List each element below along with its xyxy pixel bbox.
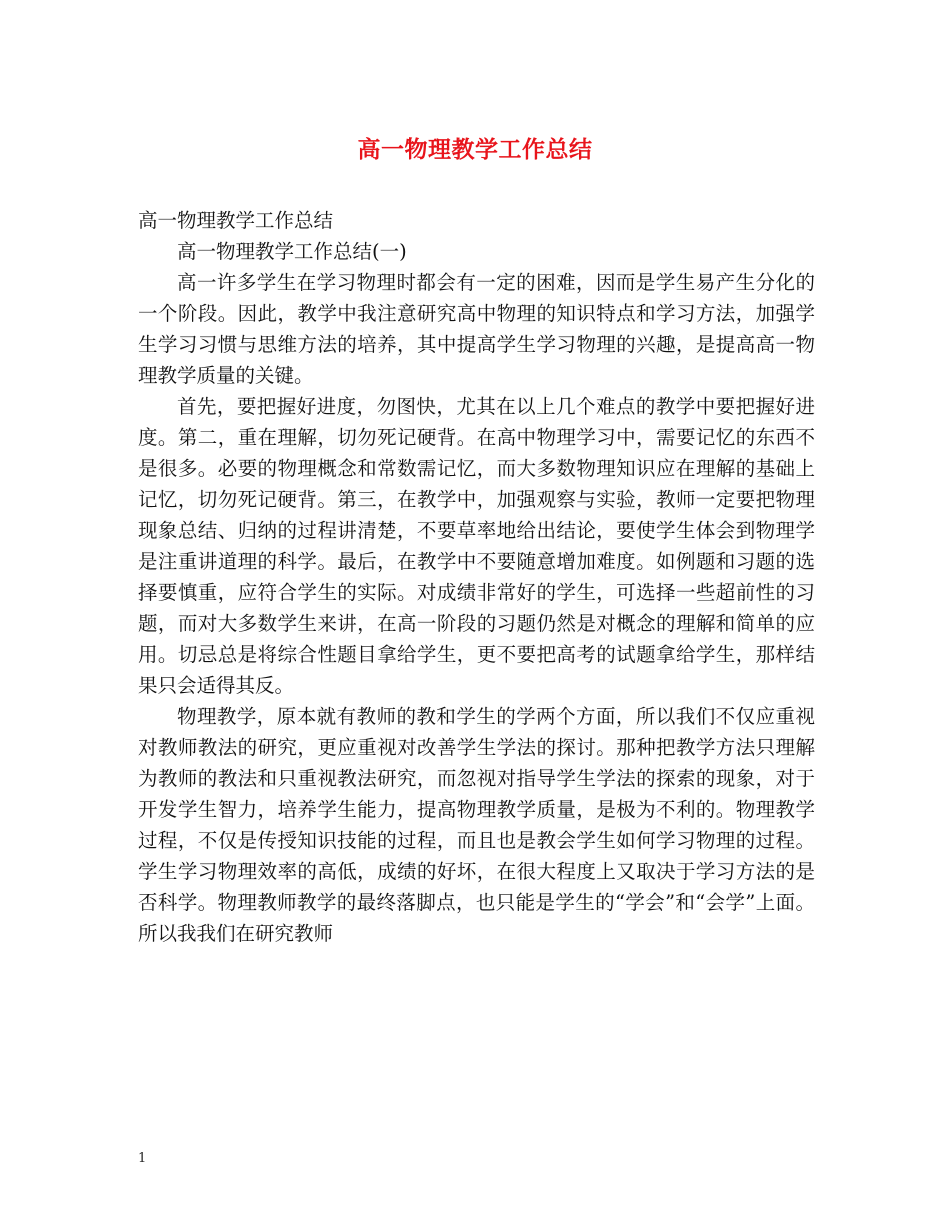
paragraph-3: 物理教学，原本就有教师的教和学生的学两个方面，所以我们不仅应重视对教师教法的研究，更应重视对改善学生学法的探讨。那种把教学方法只理解为教师的教法和只重视教法研究，而忽视对指导学生学法的探索的现象，对于开发学生智力，培养学生能力，提高物理教学质量，是极为不利的。物理教学过程，不仅是传授知识技能的过程，而且也是教会学生如何学习物理的过程。学生学习物理效率的高低，成绩的好坏，在很大程度上又取决于学习方法的是否科学。物理教师教学的最终落脚点，也只能是学生的“学会”和“会学”上面。所以我我们在研究教师	[138, 705, 815, 945]
paragraph-2: 首先，要把握好进度，勿图快，尤其在以上几个难点的教学中要把握好进度。第二，重在理解，切勿死记硬背。在高中物理学习中，需要记忆的东西不是很多。必要的物理概念和常数需记忆，而大多数物理知识应在理解的基础上记忆，切勿死记硬背。第三，在教学中，加强观察与实验，教师一定要把物理现象总结、归纳的过程讲清楚，不要草率地给出结论，要使学生体会到物理学是注重讲道理的科学。最后，在教学中不要随意增加难度。如例题和习题的选择要慎重，应符合学生的实际。对成绩非常好的学生，可选择一些超前性的习题，而对大多数学生来讲，在高一阶段的习题仍然是对概念的理解和简单的应用。切忌总是将综合性题目拿给学生，更不要把高考的试题拿给学生，那样结果只会适得其反。	[138, 395, 815, 697]
section-subheading: 高一物理教学工作总结(一)	[177, 240, 407, 263]
section-heading: 高一物理教学工作总结	[138, 209, 334, 232]
paragraph-1: 高一许多学生在学习物理时都会有一定的困难，因而是学生易产生分化的一个阶段。因此，教学中我注意研究高中物理的知识特点和学习方法，加强学生学习习惯与思维方法的培养，其中提高学生学习物理的兴趣，是提高高一物理教学质量的关键。	[138, 271, 815, 387]
page-number: 1	[138, 1151, 147, 1166]
document-title: 高一物理教学工作总结	[357, 136, 593, 163]
document-body	[138, 205, 815, 949]
